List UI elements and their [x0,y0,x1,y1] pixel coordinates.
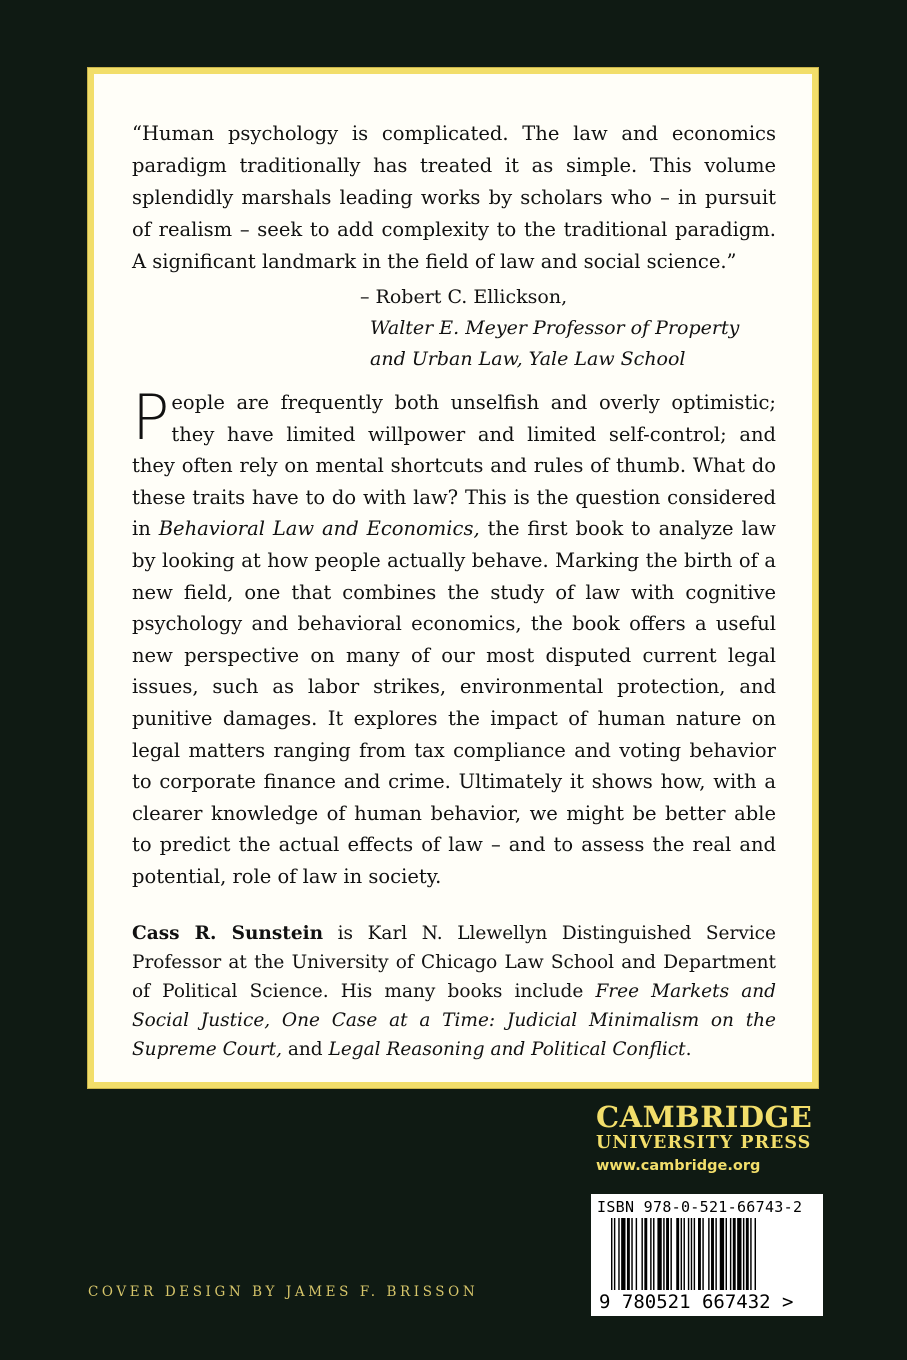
barcode-bar [688,1218,689,1290]
description-text-2: the first book to analyze law by looking at how people actually behave. Marking the birth of a new field, one that combines the study of law with cognitive psychology and behavioral economics, the book offers a useful new perspective on many of our most disputed current legal issues, such as labor strikes, environmental protection, and punitive damages. It explores the impact of human nature on legal matters ranging from tax compliance and voting behavior to corporate finance and crime. Ultimately it shows how, with a clearer knowledge of human behavior, we might be better able to predict the actual effects of law – and to assess the real and potential, role of law in society. [132,517,776,888]
author-name: Cass R. Sunstein [132,922,324,944]
cover-design-credit: COVER DESIGN BY JAMES F. BRISSON [88,1284,479,1300]
endorsement-attribution [360,282,776,375]
barcode-bar [614,1218,615,1290]
barcode-bar [750,1218,751,1290]
barcode-bar [743,1218,744,1290]
barcode-bar [657,1218,661,1290]
barcode-bar [715,1218,716,1290]
publisher-subname: UNIVERSITY PRESS [596,1133,812,1153]
endorser-title-line-1: Walter E. Meyer Professor of Property [370,317,740,339]
barcode-bar [666,1218,669,1290]
barcode-bar [618,1218,619,1290]
barcode-bar [733,1218,736,1290]
book-description [132,381,776,893]
barcode-bar [644,1218,647,1290]
barcode-bar [726,1218,727,1290]
barcode-bar [681,1218,682,1290]
publisher-url: www.cambridge.org [596,1158,761,1174]
author-book-2: Legal Reasoning and Political Conflict [328,1038,686,1060]
back-cover-panel [88,68,818,1088]
drop-cap: P [132,381,170,454]
barcode-bar [663,1218,664,1290]
barcode-bar [650,1218,651,1290]
barcode-bar [611,1218,612,1290]
barcode-bar [641,1218,642,1290]
barcode-bar [653,1218,654,1290]
barcode-bar [730,1218,731,1290]
barcode-bar [627,1218,630,1290]
barcode-bar [670,1218,671,1290]
barcode-bar [711,1218,714,1290]
barcode-graphic [597,1218,817,1312]
endorsement-quote: “Human psychology is complicated. The law and economics paradigm traditionally has treated it as simple. This volume splendidly marshals leading works by scholars who – in pursuit of realism – seek to add complexity to the traditional paradigm. A significant landmark in the field of law and social science.” [132,122,776,273]
author-bio-text-3: . [685,1038,692,1060]
barcode-bar [676,1218,679,1290]
barcode-bar [694,1218,695,1290]
barcode-bar [720,1218,724,1290]
barcode-bar [702,1218,703,1290]
publisher-logo [596,1100,828,1176]
barcode-bar [621,1218,625,1290]
barcode-bar [691,1218,692,1290]
author-bio [132,919,776,1064]
barcode-bar [684,1218,685,1290]
isbn-barcode [591,1194,823,1316]
barcode-bar [698,1218,701,1290]
barcode-bar [746,1218,749,1290]
endorser-title-line-2: and Urban Law, Yale Law School [370,348,686,370]
description-book-title: Behavioral Law and Economics, [158,517,480,541]
barcode-bar [631,1218,632,1290]
barcode-bar [755,1218,756,1290]
publisher-name: CAMBRIDGE [596,1100,813,1134]
author-bio-text-1: is Karl N. Llewellyn Distinguished Service Professor at the University of Chicago Law School and Department of Political Science. His many books include [132,922,776,1002]
barcode-bar [636,1218,637,1290]
barcode-bar [708,1218,709,1290]
barcode-digits: 9 780521 667432 > [599,1291,794,1312]
isbn-label: ISBN 978-0-521-66743-2 [597,1198,803,1216]
author-bio-text-2: and [281,1038,329,1060]
panel-content [132,118,776,1064]
endorser-name: – Robert C. Ellickson, [360,286,568,308]
description-text-1: eople are frequently both unselfish and overly optimistic; they have limited willpower and limited self-control; and they often rely on mental shortcuts and rules of thumb. What do these traits have to do with law? This is the question considered in [132,391,776,541]
barcode-bar [737,1218,741,1290]
author-book-1: Free Markets and Social Justice, One Case at a Time: Judicial Minimalism on the Supreme Court, [132,980,776,1060]
